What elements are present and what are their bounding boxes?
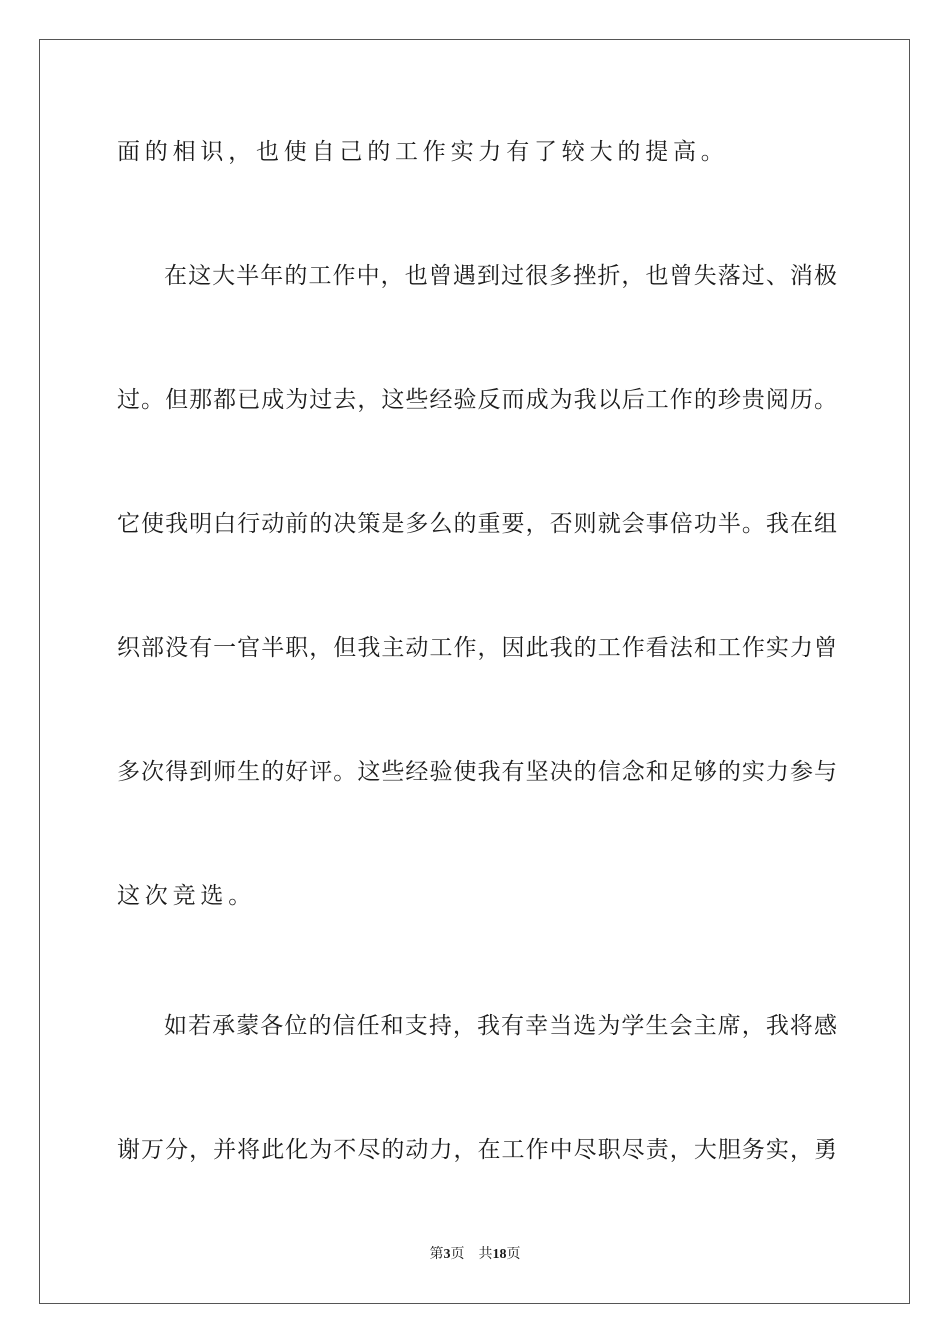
text-line-9: 谢万分，并将此化为不尽的动力，在工作中尽职尽责，大胆务实，勇 xyxy=(117,1137,837,1163)
text-line-5: 织部没有一官半职，但我主动工作，因此我的工作看法和工作实力曾 xyxy=(117,635,837,661)
footer-total-prefix: 共 xyxy=(478,1247,493,1262)
footer-page-suffix: 页 xyxy=(450,1247,465,1262)
footer-page-prefix: 第 xyxy=(429,1247,444,1262)
text-line-3: 过。但那都已成为过去，这些经验反而成为我以后工作的珍贵阅历。 xyxy=(117,387,837,413)
text-line-2: 在这大半年的工作中，也曾遇到过很多挫折，也曾失落过、消极 xyxy=(164,263,837,289)
page-footer xyxy=(0,1246,950,1264)
text-line-8: 如若承蒙各位的信任和支持，我有幸当选为学生会主席，我将感 xyxy=(164,1013,837,1039)
text-line-1: 面的相识，也使自己的工作实力有了较大的提高。 xyxy=(117,139,729,165)
footer-page-number: 3 xyxy=(443,1247,451,1262)
footer-total-suffix: 页 xyxy=(506,1247,521,1262)
text-line-7: 这次竞选。 xyxy=(117,883,256,909)
footer-total-pages: 18 xyxy=(492,1247,507,1262)
text-line-4: 它使我明白行动前的决策是多么的重要，否则就会事倍功半。我在组 xyxy=(117,511,837,537)
text-line-6: 多次得到师生的好评。这些经验使我有坚决的信念和足够的实力参与 xyxy=(117,759,837,785)
page-border xyxy=(39,39,910,1304)
